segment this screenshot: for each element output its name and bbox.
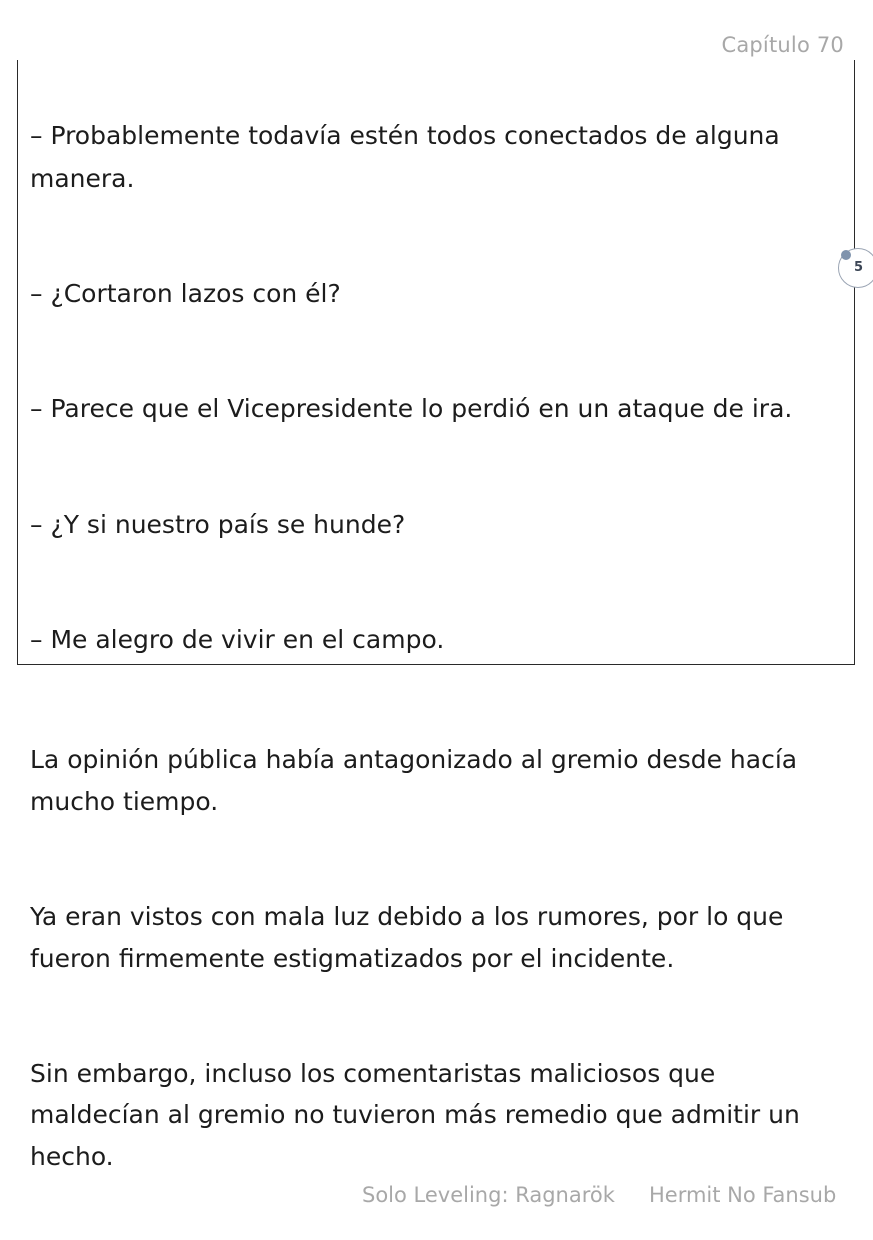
comment-line: manera.: [30, 164, 135, 193]
comment-line: – Me alegro de vivir en el campo.: [30, 625, 445, 654]
paragraph-line: Sin embargo, incluso los comentaristas maliciosos que: [30, 1059, 716, 1088]
footer-credit: Hermit No Fansub: [649, 1183, 837, 1207]
paragraph-line: maldecían al gremio no tuvieron más remedio que admitir un: [30, 1100, 800, 1129]
paragraph-line: fueron firmemente estigmatizados por el incidente.: [30, 944, 675, 973]
comment-line: – ¿Y si nuestro país se hunde?: [30, 510, 406, 539]
paragraph-line: hecho.: [30, 1142, 114, 1171]
paragraph-line: La opinión pública había antagonizado al gremio desde hacía: [30, 745, 798, 774]
page-marker[interactable]: [838, 248, 873, 288]
comment-line: – Parece que el Vicepresidente lo perdió en un ataque de ira.: [30, 394, 793, 423]
paragraph-line: Ya eran vistos con mala luz debido a los rumores, por lo que: [30, 902, 784, 931]
comment-line: – Probablemente todavía estén todos conectados de alguna: [30, 121, 780, 150]
footer-title: Solo Leveling: Ragnarök: [362, 1183, 615, 1207]
paragraph-line: mucho tiempo.: [30, 787, 219, 816]
comment-line: – ¿Cortaron lazos con él?: [30, 279, 341, 308]
chapter-header: Capítulo 70: [721, 33, 844, 57]
page-marker-number: 5: [854, 260, 864, 275]
page-marker-dot-icon: [841, 250, 851, 260]
